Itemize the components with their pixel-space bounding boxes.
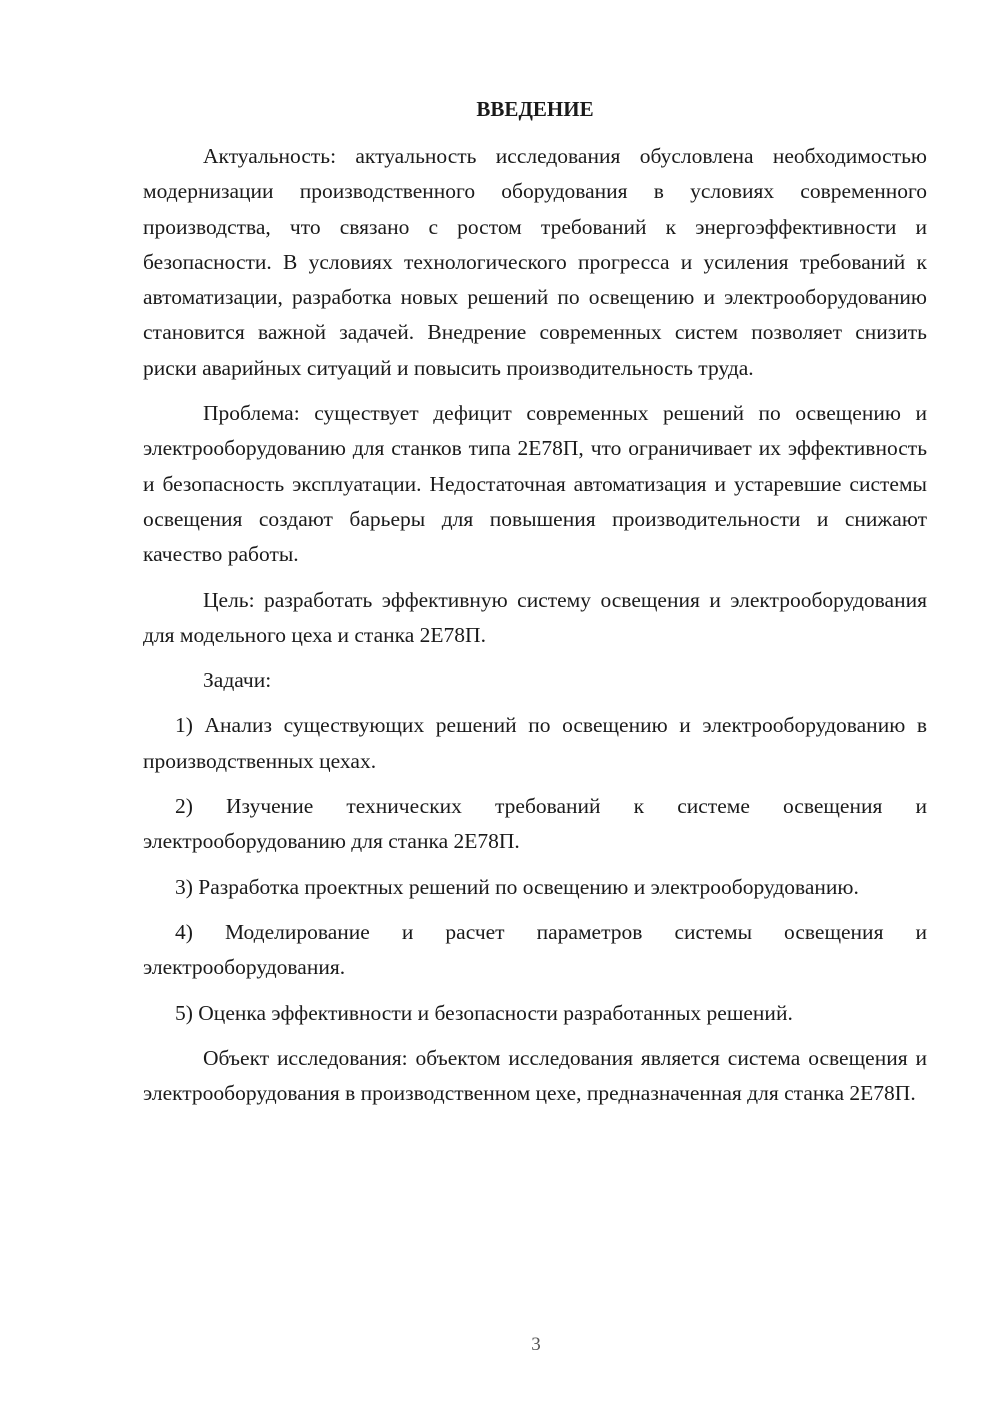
section-heading: ВВЕДЕНИЕ — [476, 97, 594, 121]
tasks-label: Задачи: — [203, 668, 272, 693]
document-page — [143, 92, 927, 1121]
paragraph-object: Объект исследования: объектом исследования является система освещения и электрооборудования в производственном цехе, предназначенная для станка 2Е78П. — [143, 1045, 927, 1106]
task-item-5: 5) Оценка эффективности и безопасности разработанных решений. — [175, 1000, 793, 1025]
task-item-3: 3) Разработка проектных решений по освещению и электрооборудованию. — [175, 874, 859, 899]
task-item-1: 1) Анализ существующих решений по освещению и электрооборудованию в производственных цехах. — [143, 713, 927, 773]
tasks-list — [143, 708, 927, 1030]
task-item-2: 2) Изучение технических требований к системе освещения и электрооборудованию для станка 2Е78П. — [143, 794, 927, 854]
page-number: 3 — [531, 1334, 541, 1355]
paragraph-goal: Цель: разработать эффективную систему освещения и электрооборудования для модельного цеха и станка 2Е78П. — [143, 587, 927, 647]
paragraph-relevance: Актуальность: актуальность исследования обусловлена необходимостью модернизации производственного оборудования в условиях современного производства, что связано с ростом требований к энергоэффективности и безопасности. В условиях технологического прогресса и усиления требований к автоматизации, разработка новых решений по освещению и электрооборудованию становится важной задачей. Внедрение современных систем позволяет снизить риски аварийных ситуаций и повысить производительность труда. — [143, 144, 927, 380]
paragraph-problem: Проблема: существует дефицит современных решений по освещению и электрооборудованию для станков типа 2Е78П, что ограничивает их эффективность и безопасность эксплуатации. Недостаточная автоматизация и устаревшие системы освещения создают барьеры для повышения производительности и снижают качество работы. — [143, 401, 927, 567]
task-item-4: 4) Моделирование и расчет параметров системы освещения и электрооборудования. — [143, 919, 927, 980]
